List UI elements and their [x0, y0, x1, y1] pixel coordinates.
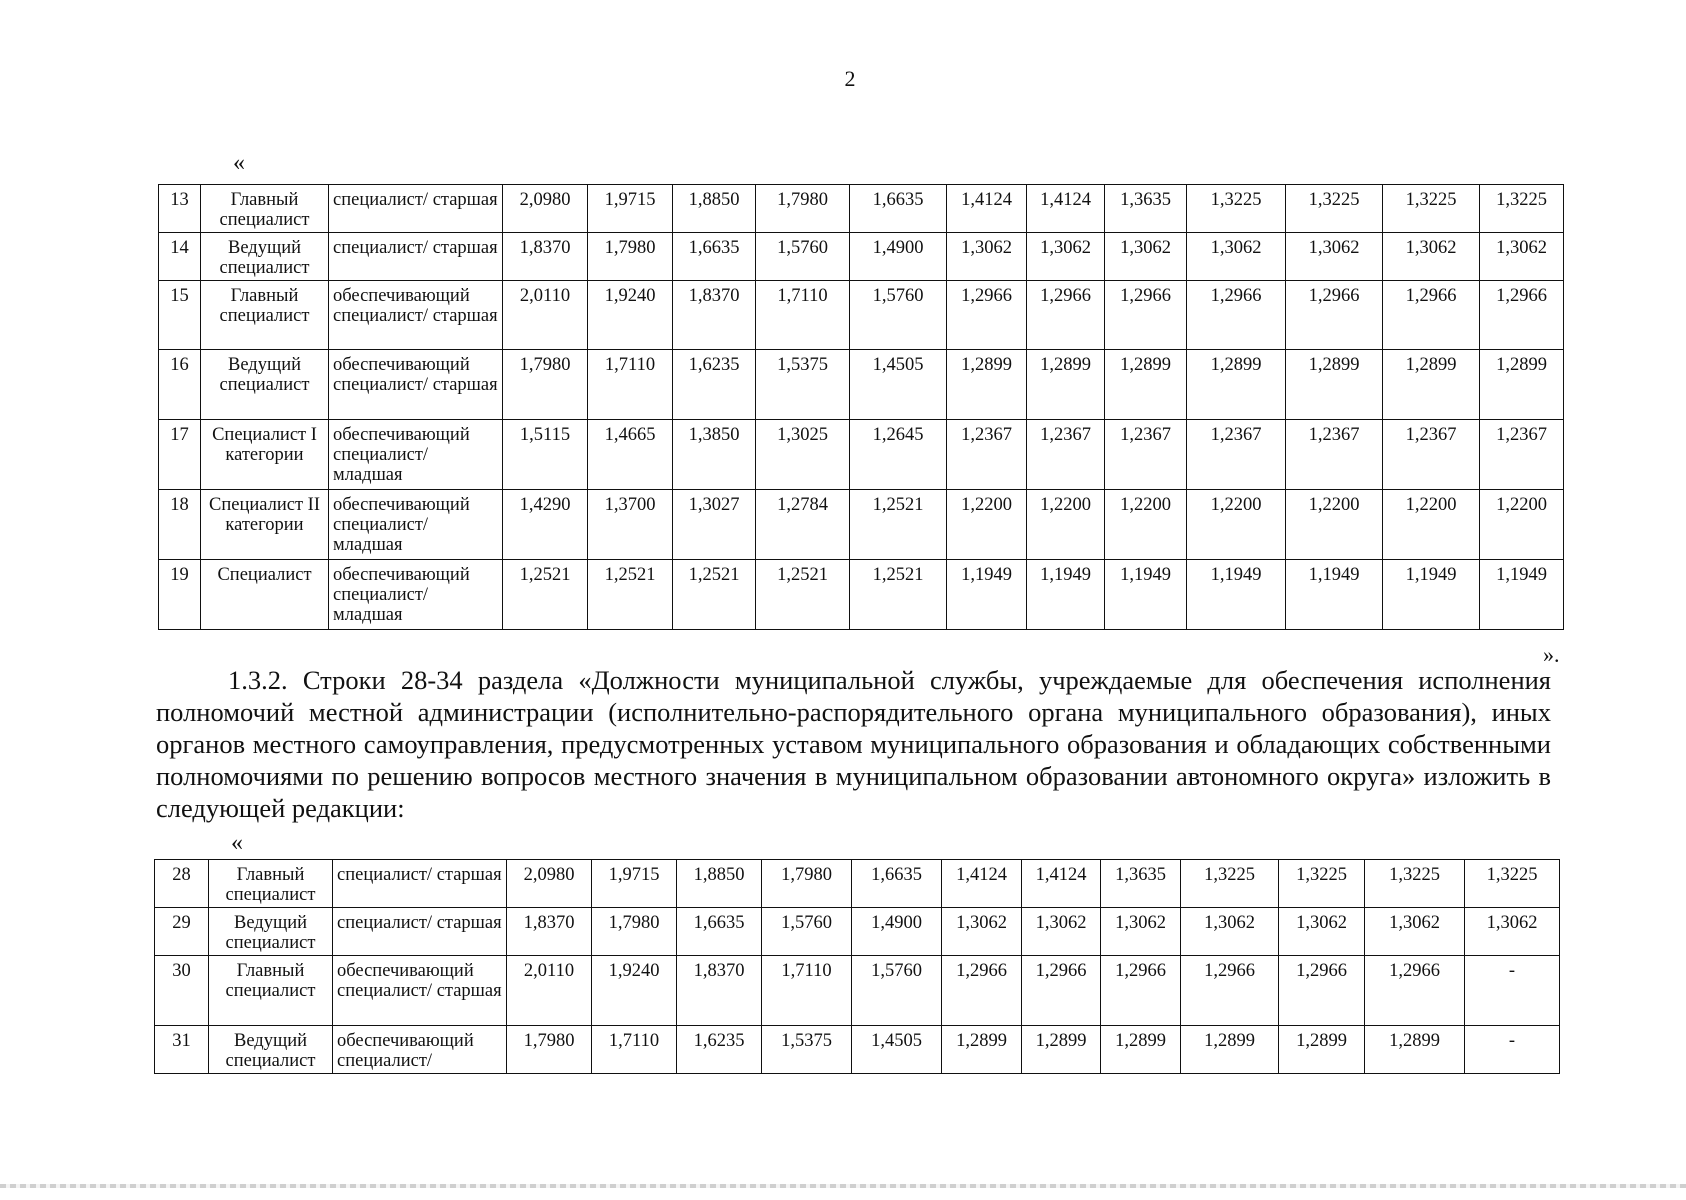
coefficient-cell: 1,2521 — [756, 560, 850, 630]
coefficient-cell: 1,2521 — [850, 560, 947, 630]
category-cell: обеспечивающий специалист/ старшая — [329, 281, 503, 350]
coefficient-cell: 1,4124 — [1022, 860, 1101, 908]
coefficient-cell: 1,2367 — [1480, 420, 1564, 490]
coefficient-cell: 1,2966 — [1101, 956, 1181, 1026]
row-number: 17 — [159, 420, 201, 490]
coefficient-cell: 1,4665 — [588, 420, 673, 490]
coefficient-cell: 1,2966 — [1187, 281, 1286, 350]
coefficient-cell: 1,8850 — [673, 185, 756, 233]
coefficient-cell: 1,3225 — [1365, 860, 1465, 908]
category-cell: специалист/ старшая — [333, 908, 507, 956]
coefficient-cell: 2,0110 — [503, 281, 588, 350]
row-number: 14 — [159, 233, 201, 281]
coefficient-cell: 1,3635 — [1105, 185, 1187, 233]
coefficient-cell: 1,3027 — [673, 490, 756, 560]
category-cell: обеспечивающий специалист/ старшая — [329, 350, 503, 420]
coefficient-cell: 1,3062 — [1181, 908, 1279, 956]
coefficient-cell: 1,8370 — [677, 956, 762, 1026]
coefficient-cell: 1,3062 — [1027, 233, 1105, 281]
row-number: 31 — [155, 1026, 209, 1074]
coefficient-cell: 1,8370 — [503, 233, 588, 281]
row-number: 16 — [159, 350, 201, 420]
position-cell: Главный специалист — [209, 860, 333, 908]
amendment-text: 1.3.2. Строки 28-34 раздела «Должности муниципальной службы, учреждаемые для обеспечения исполнения полномочий местной администрации (исполнительно-распорядительного органа муниципального образования), иных органов местного самоуправления, предусмотренных уставом муниципального образования и обладающих собственными полномочиями по решению вопросов местного значения в муниципальном образовании автономного округа» изложить в следующей редакции: — [156, 665, 1551, 823]
coefficient-cell: 1,3225 — [1480, 185, 1564, 233]
coefficient-cell: 1,3062 — [1383, 233, 1480, 281]
category-cell: обеспечивающий специалист/ младшая — [329, 420, 503, 490]
coefficient-cell: 1,2966 — [1181, 956, 1279, 1026]
coefficient-cell: 1,2200 — [1105, 490, 1187, 560]
coefficient-cell: 1,2521 — [503, 560, 588, 630]
coefficient-cell: 1,7980 — [762, 860, 852, 908]
table-row — [155, 956, 1560, 1026]
coefficient-cell: 1,5760 — [852, 956, 942, 1026]
coefficient-cell: 1,3850 — [673, 420, 756, 490]
table-row — [159, 490, 1564, 560]
coefficient-table-2 — [154, 859, 1560, 1074]
coefficient-cell: 1,3062 — [1279, 908, 1365, 956]
category-cell: специалист/ старшая — [333, 860, 507, 908]
amendment-paragraph — [156, 664, 1551, 824]
coefficient-cell: 1,6235 — [677, 1026, 762, 1074]
coefficient-cell: 1,2521 — [673, 560, 756, 630]
coefficient-table-1 — [158, 184, 1564, 630]
coefficient-cell: 1,3062 — [1286, 233, 1383, 281]
table-row — [159, 560, 1564, 630]
coefficient-cell: 1,4124 — [1027, 185, 1105, 233]
coefficient-cell: 1,8850 — [677, 860, 762, 908]
coefficient-cell: 1,2200 — [1480, 490, 1564, 560]
coefficient-cell: 1,1949 — [1105, 560, 1187, 630]
coefficient-cell: 2,0980 — [507, 860, 592, 908]
coefficient-cell: 1,2966 — [947, 281, 1027, 350]
table-row — [155, 1026, 1560, 1074]
coefficient-cell: 1,6635 — [677, 908, 762, 956]
table-row — [159, 185, 1564, 233]
coefficient-cell: 1,2200 — [1187, 490, 1286, 560]
coefficient-cell: 1,3062 — [1365, 908, 1465, 956]
row-number: 19 — [159, 560, 201, 630]
coefficient-cell: 1,3062 — [1101, 908, 1181, 956]
position-cell: Главный специалист — [201, 185, 329, 233]
row-number: 29 — [155, 908, 209, 956]
coefficient-cell: 1,6235 — [673, 350, 756, 420]
coefficient-cell: 1,2899 — [1279, 1026, 1365, 1074]
coefficient-cell: 1,3062 — [1022, 908, 1101, 956]
coefficient-cell: 1,2899 — [1022, 1026, 1101, 1074]
row-number: 28 — [155, 860, 209, 908]
quote-open-1: « — [233, 150, 245, 176]
coefficient-cell: 1,5375 — [762, 1026, 852, 1074]
table-row — [155, 860, 1560, 908]
coefficient-cell: 1,2966 — [1286, 281, 1383, 350]
coefficient-cell: 1,2367 — [947, 420, 1027, 490]
page-number: 2 — [844, 66, 856, 91]
coefficient-cell: 1,2367 — [1187, 420, 1286, 490]
coefficient-cell: 1,2899 — [1181, 1026, 1279, 1074]
coefficient-cell: 1,4505 — [850, 350, 947, 420]
coefficient-cell: 1,5760 — [762, 908, 852, 956]
row-number: 15 — [159, 281, 201, 350]
coefficient-cell: 1,7980 — [588, 233, 673, 281]
coefficient-cell: 2,0980 — [503, 185, 588, 233]
coefficient-cell: 1,2899 — [1027, 350, 1105, 420]
coefficient-cell: 1,3225 — [1286, 185, 1383, 233]
coefficient-cell: 1,7110 — [588, 350, 673, 420]
coefficient-cell: 1,1949 — [1286, 560, 1383, 630]
coefficient-cell: 1,1949 — [947, 560, 1027, 630]
coefficient-cell: 1,6635 — [673, 233, 756, 281]
coefficient-cell: - — [1465, 956, 1560, 1026]
table-row — [159, 420, 1564, 490]
coefficient-cell: 1,9240 — [588, 281, 673, 350]
quote-open-2: « — [231, 830, 243, 856]
coefficient-cell: 1,5760 — [756, 233, 850, 281]
coefficient-cell: 1,3225 — [1383, 185, 1480, 233]
coefficient-cell: 1,7980 — [507, 1026, 592, 1074]
coefficient-cell: 1,3062 — [1480, 233, 1564, 281]
coefficient-cell: 1,5760 — [850, 281, 947, 350]
coefficient-cell: 1,2899 — [942, 1026, 1022, 1074]
position-cell: Главный специалист — [201, 281, 329, 350]
coefficient-cell: 1,3225 — [1279, 860, 1365, 908]
coefficient-cell: 1,2966 — [1279, 956, 1365, 1026]
coefficient-cell: 1,2966 — [1027, 281, 1105, 350]
coefficient-cell: 1,2899 — [947, 350, 1027, 420]
table-row — [159, 350, 1564, 420]
position-cell: Ведущий специалист — [201, 233, 329, 281]
row-number: 18 — [159, 490, 201, 560]
coefficient-cell: 1,2966 — [1022, 956, 1101, 1026]
coefficient-cell: 1,8370 — [673, 281, 756, 350]
coefficient-cell: 1,9715 — [592, 860, 677, 908]
category-cell: обеспечивающий специалист/ старшая — [333, 956, 507, 1026]
coefficient-cell: 1,2899 — [1187, 350, 1286, 420]
coefficient-cell: 1,3062 — [947, 233, 1027, 281]
coefficient-cell: 1,2966 — [1365, 956, 1465, 1026]
quote-close-1: ». — [1543, 642, 1560, 667]
coefficient-cell: 1,8370 — [507, 908, 592, 956]
coefficient-cell: 1,3225 — [1465, 860, 1560, 908]
coefficient-cell: 1,4900 — [850, 233, 947, 281]
position-cell: Ведущий специалист — [209, 908, 333, 956]
coefficient-cell: 1,3225 — [1181, 860, 1279, 908]
position-cell: Специалист I категории — [201, 420, 329, 490]
coefficient-cell: 1,2521 — [850, 490, 947, 560]
table-row — [159, 233, 1564, 281]
coefficient-cell: 1,2367 — [1286, 420, 1383, 490]
coefficient-cell: 1,3025 — [756, 420, 850, 490]
coefficient-cell: 1,2899 — [1286, 350, 1383, 420]
coefficient-cell: 1,2966 — [1480, 281, 1564, 350]
coefficient-cell: 1,4505 — [852, 1026, 942, 1074]
coefficient-cell: 1,7110 — [592, 1026, 677, 1074]
coefficient-cell: 1,2200 — [1286, 490, 1383, 560]
coefficient-cell: 1,2367 — [1105, 420, 1187, 490]
coefficient-cell: 1,3225 — [1187, 185, 1286, 233]
row-number: 13 — [159, 185, 201, 233]
coefficient-cell: 1,7980 — [503, 350, 588, 420]
table-row — [159, 281, 1564, 350]
coefficient-cell: 1,4290 — [503, 490, 588, 560]
coefficient-cell: 1,2784 — [756, 490, 850, 560]
coefficient-cell: 1,5375 — [756, 350, 850, 420]
category-cell: обеспечивающий специалист/ младшая — [329, 490, 503, 560]
coefficient-cell: 1,7980 — [756, 185, 850, 233]
position-cell: Главный специалист — [209, 956, 333, 1026]
coefficient-cell: 2,0110 — [507, 956, 592, 1026]
coefficient-cell: 1,3062 — [942, 908, 1022, 956]
category-cell: специалист/ старшая — [329, 185, 503, 233]
coefficient-cell: 1,5115 — [503, 420, 588, 490]
coefficient-cell: 1,2645 — [850, 420, 947, 490]
coefficient-cell: 1,2899 — [1480, 350, 1564, 420]
coefficient-cell: 1,4900 — [852, 908, 942, 956]
coefficient-cell: 1,3062 — [1465, 908, 1560, 956]
coefficient-cell: 1,2966 — [1105, 281, 1187, 350]
position-cell: Ведущий специалист — [201, 350, 329, 420]
coefficient-cell: 1,9240 — [592, 956, 677, 1026]
category-cell: обеспечивающий специалист/ младшая — [329, 560, 503, 630]
category-cell: обеспечивающий специалист/ — [333, 1026, 507, 1074]
coefficient-cell: 1,2899 — [1101, 1026, 1181, 1074]
position-cell: Специалист — [201, 560, 329, 630]
coefficient-cell: 1,7110 — [756, 281, 850, 350]
coefficient-cell: 1,6635 — [852, 860, 942, 908]
coefficient-cell: 1,2899 — [1365, 1026, 1465, 1074]
coefficient-cell: 1,4124 — [947, 185, 1027, 233]
row-number: 30 — [155, 956, 209, 1026]
coefficient-cell: 1,1949 — [1480, 560, 1564, 630]
coefficient-cell: 1,2899 — [1105, 350, 1187, 420]
category-cell: специалист/ старшая — [329, 233, 503, 281]
coefficient-cell: 1,2200 — [1383, 490, 1480, 560]
coefficient-cell: 1,2367 — [1027, 420, 1105, 490]
coefficient-cell: 1,3062 — [1187, 233, 1286, 281]
table-row — [155, 908, 1560, 956]
coefficient-cell: 1,3062 — [1105, 233, 1187, 281]
position-cell: Специалист II категории — [201, 490, 329, 560]
coefficient-cell: 1,2521 — [588, 560, 673, 630]
coefficient-cell: 1,6635 — [850, 185, 947, 233]
coefficient-cell: 1,2200 — [947, 490, 1027, 560]
scan-edge-strip — [0, 1184, 1686, 1188]
coefficient-cell: 1,1949 — [1027, 560, 1105, 630]
coefficient-cell: 1,1949 — [1383, 560, 1480, 630]
coefficient-cell: 1,2367 — [1383, 420, 1480, 490]
coefficient-cell: 1,2899 — [1383, 350, 1480, 420]
coefficient-cell: - — [1465, 1026, 1560, 1074]
coefficient-cell: 1,7110 — [762, 956, 852, 1026]
position-cell: Ведущий специалист — [209, 1026, 333, 1074]
coefficient-cell: 1,2200 — [1027, 490, 1105, 560]
coefficient-cell: 1,1949 — [1187, 560, 1286, 630]
coefficient-cell: 1,3700 — [588, 490, 673, 560]
coefficient-cell: 1,7980 — [592, 908, 677, 956]
coefficient-cell: 1,9715 — [588, 185, 673, 233]
coefficient-cell: 1,2966 — [1383, 281, 1480, 350]
coefficient-cell: 1,2966 — [942, 956, 1022, 1026]
coefficient-cell: 1,4124 — [942, 860, 1022, 908]
coefficient-cell: 1,3635 — [1101, 860, 1181, 908]
